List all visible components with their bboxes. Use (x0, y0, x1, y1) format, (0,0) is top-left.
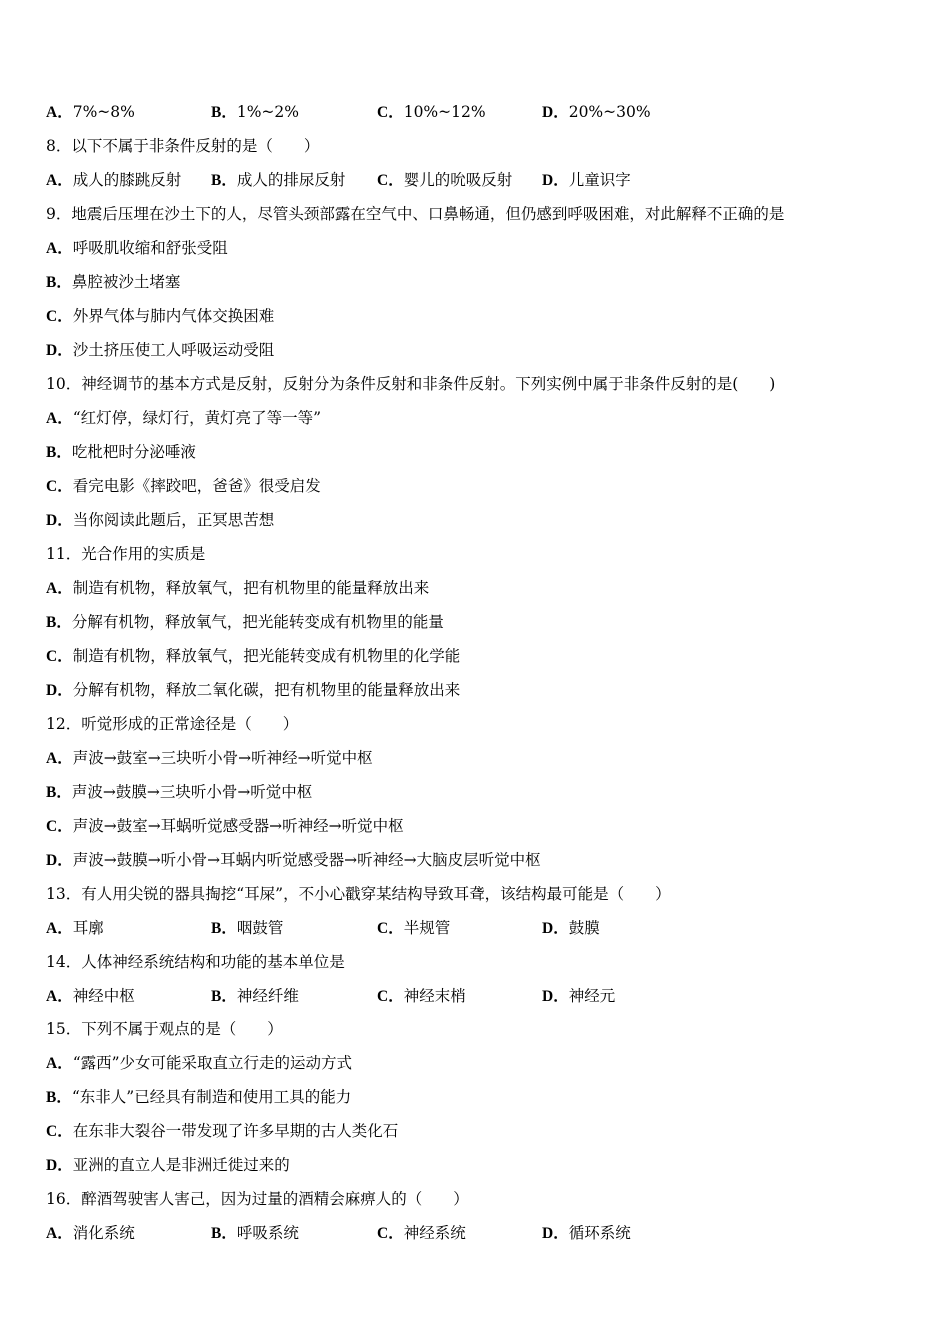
option-text: 1%~2% (236, 103, 300, 121)
q9-option-d (46, 338, 274, 362)
option-text: 成人的排尿反射 (236, 171, 346, 189)
option-text: 儿童识字 (568, 171, 631, 189)
option-letter: C． (46, 308, 73, 325)
q11-option-c (46, 644, 460, 668)
q14-option-d (542, 984, 615, 1009)
option-text: 声波→鼓室→耳蜗听觉感受器→听神经→听觉中枢 (72, 817, 404, 835)
option-text: 咽鼓管 (236, 919, 284, 937)
option-letter: B． (46, 274, 72, 291)
option-letter: D． (542, 988, 569, 1005)
option-letter: D． (46, 852, 73, 869)
q7-option-c (377, 100, 486, 125)
option-letter: A． (46, 172, 73, 189)
option-text: 耳廓 (72, 919, 104, 937)
option-text: 当你阅读此题后，正冥思苦想 (72, 511, 275, 529)
option-text: 声波→鼓膜→听小骨→耳蜗内听觉感受器→听神经→大脑皮层听觉中枢 (72, 851, 541, 869)
q13-option-a (46, 916, 104, 941)
q10-option-a (46, 406, 321, 430)
q9-stem: 9．地震后压埋在沙土下的人，尽管头颈部露在空气中、口鼻畅通，但仍感到呼吸困难，对此解释不正确的是 (46, 205, 785, 223)
option-text: 消化系统 (72, 1224, 135, 1242)
q15-option-c (46, 1119, 398, 1143)
q7-option-a (46, 100, 135, 125)
q8-option-b (211, 168, 345, 193)
q9-option-b (46, 270, 180, 294)
option-text: 制造有机物，释放氧气，把光能转变成有机物里的化学能 (72, 647, 461, 665)
q8-option-a (46, 168, 181, 193)
option-text: 外界气体与肺内气体交换困难 (72, 307, 275, 325)
option-letter: D． (542, 1225, 569, 1242)
q11-option-d (46, 678, 460, 702)
option-text: 10%~12% (403, 103, 486, 121)
q13-option-d (542, 916, 600, 941)
option-text: 鼓膜 (568, 919, 600, 937)
option-letter: B． (211, 104, 237, 121)
q12-stem: 12．听觉形成的正常途径是（ ） (46, 715, 299, 733)
q14-option-a (46, 984, 135, 1009)
option-text: 亚洲的直立人是非洲迁徙过来的 (72, 1156, 290, 1174)
q12-option-b (46, 780, 312, 804)
option-text: 神经系统 (403, 1224, 466, 1242)
option-letter: B． (211, 988, 237, 1005)
option-letter: B． (46, 1089, 72, 1106)
option-text: 神经纤维 (236, 987, 299, 1005)
q10-option-d (46, 508, 274, 532)
q13-option-b (211, 916, 283, 941)
q11-option-b (46, 610, 444, 634)
option-letter: C． (377, 988, 404, 1005)
option-text: 神经末梢 (403, 987, 466, 1005)
option-text: 制造有机物，释放氧气，把有机物里的能量释放出来 (72, 579, 430, 597)
q14-stem: 14．人体神经系统结构和功能的基本单位是 (46, 953, 345, 971)
option-letter: A． (46, 1055, 73, 1072)
option-text: 神经元 (568, 987, 616, 1005)
option-letter: D． (46, 682, 73, 699)
q9-option-c (46, 304, 274, 328)
q9-option-a (46, 236, 228, 260)
option-letter: A． (46, 1225, 73, 1242)
option-letter: C． (377, 1225, 404, 1242)
option-letter: A． (46, 240, 73, 257)
option-letter: D． (46, 342, 73, 359)
q14-option-c (377, 984, 466, 1009)
option-text: 成人的膝跳反射 (72, 171, 182, 189)
q8-stem: 8．以下不属于非条件反射的是（ ） (46, 137, 320, 155)
q15-option-b (46, 1085, 351, 1109)
option-text: 7%~8% (72, 103, 135, 121)
option-letter: A． (46, 988, 73, 1005)
option-letter: D． (542, 920, 569, 937)
option-letter: C． (46, 648, 73, 665)
option-text: 吃枇杷时分泌唾液 (71, 443, 196, 461)
option-text: 20%~30% (568, 103, 651, 121)
option-letter: C． (377, 920, 404, 937)
option-letter: A． (46, 920, 73, 937)
option-text: 在东非大裂谷一带发现了许多早期的古人类化石 (72, 1122, 399, 1140)
q8-option-d (542, 168, 631, 193)
option-text: “红灯停，绿灯行，黄灯亮了等一等” (72, 409, 322, 427)
option-letter: B． (46, 444, 72, 461)
q11-stem: 11．光合作用的实质是 (46, 545, 206, 563)
q10-stem: 10．神经调节的基本方式是反射，反射分为条件反射和非条件反射。下列实例中属于非条件反射的是( ) (46, 375, 776, 393)
q10-option-b (46, 440, 196, 464)
option-text: 分解有机物，释放二氧化碳，把有机物里的能量释放出来 (72, 681, 461, 699)
q16-option-c (377, 1221, 466, 1246)
option-letter: A． (46, 104, 73, 121)
option-letter: A． (46, 750, 73, 767)
q11-option-a (46, 576, 429, 600)
option-letter: D． (542, 172, 569, 189)
option-text: 鼻腔被沙土堵塞 (71, 273, 181, 291)
q14-option-b (211, 984, 299, 1009)
option-text: 看完电影《摔跤吧，爸爸》很受启发 (72, 477, 321, 495)
q12-option-d (46, 848, 541, 872)
option-letter: B． (46, 784, 72, 801)
q12-option-c (46, 814, 404, 838)
q15-option-d (46, 1153, 290, 1177)
option-text: 婴儿的吮吸反射 (403, 171, 513, 189)
q15-stem: 15．下列不属于观点的是（ ） (46, 1020, 283, 1038)
q13-option-c (377, 916, 450, 941)
option-text: 半规管 (403, 919, 451, 937)
option-letter: A． (46, 410, 73, 427)
option-letter: B． (211, 920, 237, 937)
option-text: 循环系统 (568, 1224, 631, 1242)
q8-option-c (377, 168, 512, 193)
q16-option-d (542, 1221, 631, 1246)
option-letter: C． (46, 818, 73, 835)
option-letter: D． (46, 1157, 73, 1174)
option-text: 沙土挤压使工人呼吸运动受阻 (72, 341, 275, 359)
q16-option-b (211, 1221, 299, 1246)
option-letter: D． (46, 512, 73, 529)
option-text: “东非人”已经具有制造和使用工具的能力 (71, 1088, 352, 1106)
option-letter: C． (377, 104, 404, 121)
q7-option-d (542, 100, 651, 125)
option-letter: B． (211, 172, 237, 189)
option-text: 声波→鼓膜→三块听小骨→听觉中枢 (71, 783, 313, 801)
q7-option-b (211, 100, 299, 125)
option-letter: D． (542, 104, 569, 121)
option-letter: C． (46, 1123, 73, 1140)
q16-option-a (46, 1221, 135, 1246)
option-letter: A． (46, 580, 73, 597)
q12-option-a (46, 746, 373, 770)
option-text: 呼吸肌收缩和舒张受阻 (72, 239, 228, 257)
q10-option-c (46, 474, 321, 498)
option-text: 神经中枢 (72, 987, 135, 1005)
q15-option-a (46, 1051, 352, 1075)
option-text: “露西”少女可能采取直立行走的运动方式 (72, 1054, 353, 1072)
q16-stem: 16．醉酒驾驶害人害己，因为过量的酒精会麻痹人的（ ） (46, 1190, 469, 1208)
option-text: 声波→鼓室→三块听小骨→听神经→听觉中枢 (72, 749, 373, 767)
option-text: 呼吸系统 (236, 1224, 299, 1242)
q13-stem: 13．有人用尖锐的器具掏挖“耳屎”，不小心戳穿某结构导致耳聋，该结构最可能是（ ） (46, 885, 671, 903)
option-letter: C． (46, 478, 73, 495)
option-letter: B． (211, 1225, 237, 1242)
option-text: 分解有机物，释放氧气，把光能转变成有机物里的能量 (71, 613, 444, 631)
option-letter: C． (377, 172, 404, 189)
option-letter: B． (46, 614, 72, 631)
